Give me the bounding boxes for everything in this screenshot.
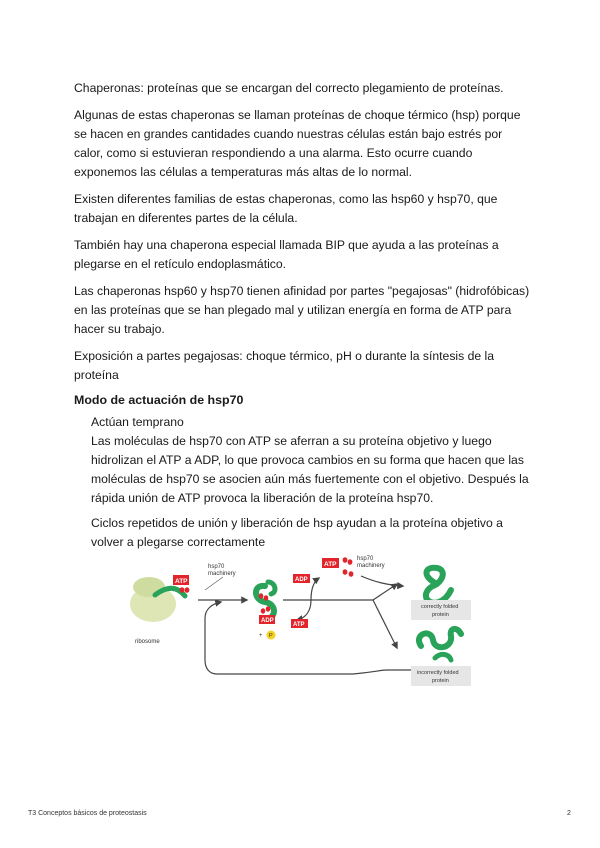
svg-text:ATP: ATP: [324, 561, 337, 568]
hsp70-released-icon: [343, 557, 354, 577]
footer-title: T3 Conceptos básicos de proteostasis: [28, 810, 147, 817]
atp-badge: [173, 575, 189, 585]
atp-badge-released: [322, 558, 339, 568]
svg-text:P: P: [269, 633, 273, 639]
ribosome-icon: [130, 577, 176, 622]
paragraph-heat-shock-proteins: Algunas de estas chaperonas se llaman proteínas de choque térmico (hsp) porque se hacen en grandes cantidades cuando nuestras células están bajo estrés por calor, como si estuvieran respondiendo a una alarma. Esto ocurre cuando exponemos las células a temperaturas más altas de lo normal.: [74, 108, 521, 179]
correctly-folded-protein-icon: [426, 568, 451, 603]
arrow-release-adp: [311, 578, 319, 600]
hsp70-label-left: hsp70: [208, 564, 225, 570]
pointer-line: [205, 577, 223, 590]
adp-badge-middle: [259, 615, 275, 624]
machinery-label-left: machinery: [208, 571, 236, 577]
section-paragraph-cycles: Ciclos repetidos de unión y liberación de hsp ayudan a la proteína objetivo a volver a plegarse correctamente: [91, 516, 503, 549]
arrow-to-incorrect: [373, 600, 397, 648]
atp-badge-binding: [291, 619, 308, 628]
phosphate-icon: [267, 631, 276, 640]
arrow-atp-binding: [297, 600, 311, 620]
paragraph-sticky-exposure: Exposición a partes pegajosas: choque térmico, pH o durante la síntesis de la proteína: [74, 349, 495, 382]
svg-text:ADP: ADP: [295, 577, 308, 583]
adp-badge-released: [293, 574, 310, 583]
arrow-to-correct: [373, 584, 397, 600]
incorrect-label-line2: protein: [432, 678, 449, 684]
machinery-label-right: machinery: [357, 563, 385, 569]
plus-sign: +: [259, 633, 263, 639]
hsp70-cycle-diagram: [125, 548, 490, 690]
paragraph-chaperonas-definition: Chaperonas: proteínas que se encargan del correcto plegamiento de proteínas.: [74, 81, 504, 95]
paragraph-bip: También hay una chaperona especial llamada BIP que ayuda a las proteínas a plegarse en el retículo endoplasmático.: [74, 238, 499, 271]
paragraph-chaperone-families: Existen diferentes familias de estas chaperonas, como las hsp60 y hsp70, que trabajan en diferentes partes de la célula.: [74, 192, 498, 225]
svg-text:ATP: ATP: [293, 622, 305, 628]
section-paragraph-mechanism: Las moléculas de hsp70 con ATP se aferran a su proteína objetivo y luego hidrolizan el ATP a ADP, lo que provoca cambios en su forma que hacen que las moléculas de hsp70 se asocien aún más fuertemente con el objetivo. Después la rápida unión de ATP provoca la liberación de la proteína hsp70.: [91, 434, 529, 505]
page-number: 2: [567, 810, 571, 817]
section-body: [74, 413, 534, 552]
hsp70-label-right: hsp70: [357, 556, 374, 562]
document-body: [74, 79, 534, 558]
incorrectly-folded-protein-icon: [419, 629, 461, 660]
correct-label-line2: protein: [432, 612, 449, 618]
svg-text:ADP: ADP: [261, 618, 274, 624]
ribosome-label: ribosome: [135, 639, 160, 645]
svg-text:ATP: ATP: [175, 578, 188, 585]
bound-protein-complex-icon: [256, 582, 275, 620]
correct-label-line1: correctly folded: [421, 604, 459, 610]
paragraph-hydrophobic-affinity: Las chaperonas hsp60 y hsp70 tienen afinidad por partes "pegajosas" (hidrofóbicas) en las proteínas que se han plegado mal y utilizan energía en forma de ATP para hacer su trabajo.: [74, 284, 530, 336]
section-line-early: Actúan temprano: [91, 415, 184, 429]
incorrect-label-line1: incorrectly folded: [417, 670, 459, 676]
section-heading: Modo de actuación de hsp70: [74, 393, 244, 407]
hsp70-cycle-figure: [125, 548, 490, 690]
